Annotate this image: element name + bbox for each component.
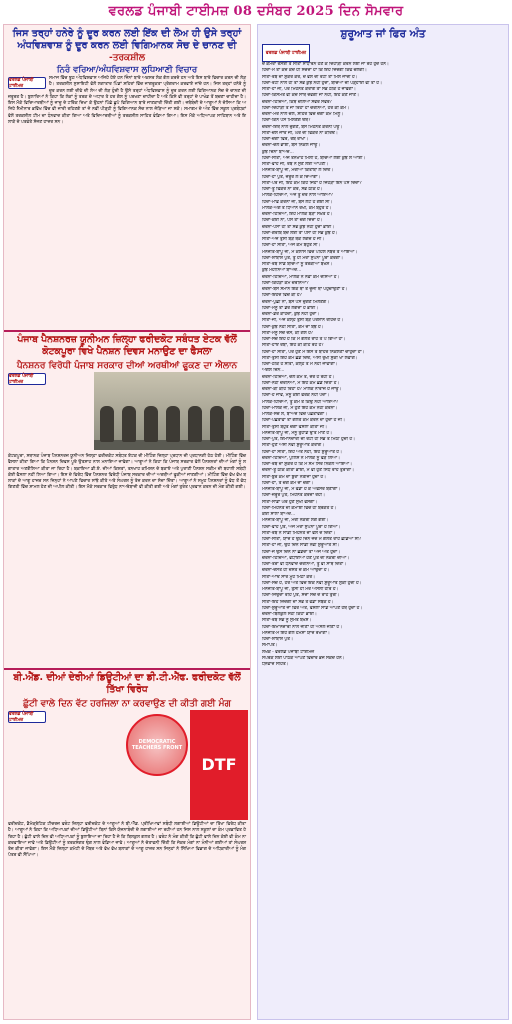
dialogue-line: ਹਿੰਦਾ-ਮੈਨੂੰ ਤਾਂ ਡਰ ਲੱਗਦਾ ਹੈ ਭਾਈ। — [262, 305, 319, 311]
right-column — [257, 24, 509, 1020]
dialogue-line: ਹਿੰਦਾ-ਜ਼ਰੂਰ ਪੁੱਤ, ਮਿਹਨਤ ਕਰਦਾ ਰਹੀਂ। — [262, 493, 325, 499]
dialogue-line: ਚਰਨਾ-ਪੈਸਾ ਹੀ ਤਾਂ ਸਭ ਕੁਝ ਨਹੀਂ ਹੁੰਦਾ ਭਾਈ। — [262, 224, 335, 230]
dialogue-line: ਚਰਨਾ-ਹਿੰਦਿਆ, ਪੁਲਿਸ ਨੇ ਮਾਲਕ ਨੂੰ ਫੜ ਲਿਆ। — [262, 455, 340, 461]
dialogue-line: ਕੁਝ ਮਹੀਨਿਆਂ ਬਾਅਦ... — [262, 268, 302, 274]
newspaper-logo: ਵਰਲਡ ਪੰਜਾਬੀ ਟਾਈਮਜ਼ — [8, 373, 46, 385]
dialogue-line: ਹਿੰਦਾ-ਜਿਉਂਦਾ ਰਹਿ ਪੁੱਤ, ਸਦਾ ਸੱਚ ਦੇ ਰਾਹ ਤੁਰੀਂ। — [262, 593, 340, 599]
dialogue-line: ਮਨਜੀਤ-ਬਾਪੂ ਜੀ, ਤੁਸੀਂ ਹੀ ਮੇਰੇ ਅਸਲੀ ਹੀਰੋ ਹੋ। — [262, 587, 339, 592]
dialogue-line: ਹਿੰਦਾ-ਰੱਬ ਦਾ ਸ਼ੁਕਰ ਹੈ ਕਿ ਮੈਂ ਸਮੇਂ ਸਿਰ ਨਿਕਲ ਆਇਆ। — [262, 462, 352, 467]
dialogue-line: ਚਰਨਾ-ਹਿੰਦਿਆ, ਕਿੱਥੇ ਚੱਲਿਆ ਸਵੇਰੇ ਸਵੇਰੇ? — [262, 99, 332, 105]
dialogue-line: ਸੀਤਾ-ਚੱਲੇ ਜਾਓ ਜੀ, ਘਰ ਦੀ ਫਿਕਰ ਨਾ ਕਰਿਓ। — [262, 130, 338, 136]
dialogue-line: ਹਿੰਦਾ-ਗਰੀਬ ਬੰਦੇ ਲਈ ਤਾਂ ਪੈਸਾ ਹੀ ਸਭ ਕੁਝ ਹੈ। — [262, 230, 338, 236]
dialogue-line: ਹਿੰਦਾ-ਪਛਤਾਵਾ ਤਾਂ ਗਲਤ ਕੰਮ ਕਰਨ ਦਾ ਹੁੰਦਾ ਹੈ ਜੀ। — [262, 418, 345, 424]
dialogue-line: ਸੀਤਾ-ਪਰ ਜੀ, ਇਹ ਕੰਮ ਕਿਹੋ ਜਿਹਾ ਹੈ ਜਿਹੜਾ ਇੰਨੇ ਪੈਸੇ ਦਿੰਦਾ? — [262, 180, 362, 186]
dialogue-line: ਧੰਨਵਾਦ ਸਹਿਤ। — [262, 662, 289, 667]
dialogue-line: ਸੀਤਾ-ਤੁਸੀਂ ਬਹੁਤ ਚੰਗਾ ਫੈਸਲਾ ਕੀਤਾ ਜੀ। — [262, 424, 327, 430]
article-dtf — [4, 668, 250, 1020]
dialogue-line: ਸੰਪਰਕ ਲਈ ਪਾਠਕ ਆਪਣੇ ਵਿਚਾਰ ਭੇਜ ਸਕਦੇ ਹਨ। — [262, 655, 345, 661]
newspaper-logo: ਵਰਲਡ ਪੰਜਾਬੀ ਟਾਈਮਜ਼ — [262, 44, 310, 62]
dialogue-line: ਕਈ ਸਾਲਾਂ ਬਾਅਦ... — [262, 512, 296, 517]
dialogue-line: ਹਿੰਦਾ-ਚੰਗਾ ਫਿਰ, ਰੱਬ ਰਾਖਾ। — [262, 137, 309, 142]
dialogue-line: ਮਨਜੀਤ-ਮੈਂ ਇਹ ਗੱਲ ਹਮੇਸ਼ਾ ਯਾਦ ਰੱਖਾਂਗਾ। — [262, 630, 330, 636]
story-dialogue — [258, 62, 508, 668]
dialogue-line: ਹਿੰਦਾ-ਮੈਂ ਤਾਂ ਕਦੇ ਕਦੇ ਹੀ ਸੋਚਦਾ ਹਾਂ ਕਿ ਇਹ ਜ਼ਿੰਦਗੀ ਕਿਵੇਂ ਚੱਲੇਗੀ। — [262, 68, 367, 74]
dialogue-line: ਸੀਤਾ-ਹਾਂ ਜੀ, ਉਹ ਦਿਨ ਸਾਡੀ ਨਵੀਂ ਸ਼ੁਰੂਆਤ ਸੀ। — [262, 543, 340, 549]
dialogue-line: ਮਾਲਕ-ਸੋਚ ਲੈ, ਬਾਅਦ ਵਿੱਚ ਪਛਤਾਵੇਂਗਾ। — [262, 412, 328, 417]
article-body: ਸਮਾਜ ਵਿੱਚ ਝੂਠ ਅੰਧਵਿਸ਼ਵਾਸ ਅਜਿਹੇ ਹੋਏ ਹਨ ਜਿੰਨਾਂ ਬਾਰੇ ਅਕਸਰ ਲੋਕ ਗੱਲ ਕਰਦੇ ਹਨ ਅਤੇ ਇਸ ਬਾਰੇ ਵਿਚਾਰ ਕਰਨ ਦੀ ਲੋੜ ਹੈ। ਤਰਕਸ਼ੀਲ ਸੁਸਾਇਟੀ ਵੱਲੋਂ ਲਗਾਤਾਰ ਪਿੰਡਾਂ ਸ਼ਹਿਰਾਂ ਵਿੱਚ ਜਾਗਰੂਕਤਾ ਪ੍ਰੋਗਰਾਮ ਕਰਵਾਏ ਜਾਂਦੇ ਹਨ। ਜਿਸ ਤਰ੍ਹਾਂ ਹਨੇਰੇ ਨੂੰ ਦੂਰ ਕਰਨ ਲਈ ਦੀਵੇ ਦੀ ਲੋਅ ਦੀ ਲੋੜ ਹੁੰਦੀ ਹੈ ਉਸੇ ਤਰ੍ਹਾਂ ਅੰਧਵਿਸ਼ਵਾਸ ਨੂੰ ਦੂਰ ਕਰਨ ਲਈ ਵਿਗਿਆਨਕ ਸੋਚ ਦੇ ਚਾਨਣ ਦੀ ਜ਼ਰੂਰਤ ਹੈ। ਬੁਲਾਰਿਆਂ ਨੇ ਕਿਹਾ ਕਿ ਲੋਕਾਂ ਨੂੰ ਤਰਕ ਦੇ ਅਧਾਰ ਤੇ ਹਰ ਗੱਲ ਨੂੰ ਪਰਖਣਾ ਚਾਹੀਦਾ ਹੈ ਅਤੇ ਕਿਸੇ ਵੀ ਤਰ੍ਹਾਂ ਦੇ ਪਾਖੰਡ ਤੋਂ ਬਚਣਾ ਚਾਹੀਦਾ ਹੈ। ਇਸ ਮੌਕੇ ਵਿਦਿਆਰਥੀਆਂ ਨੂੰ ਜਾਦੂ ਦੇ ਟਰਿੱਕ ਦਿਖਾ ਕੇ ਉਹਨਾਂ ਪਿੱਛੇ ਛੁਪੇ ਵਿਗਿਆਨ ਬਾਰੇ ਜਾਣਕਾਰੀ ਦਿੱਤੀ ਗਈ। ਜਥੇਬੰਦੀ ਦੇ ਆਗੂਆਂ ਨੇ ਦੱਸਿਆ ਕਿ ਅਜਿਹੇ ਸੈਮੀਨਾਰ ਭਵਿੱਖ ਵਿੱਚ ਵੀ ਜਾਰੀ ਰਹਿਣਗੇ ਤਾਂ ਜੋ ਨਵੀਂ ਪੀੜ੍ਹੀ ਨੂੰ ਵਿਗਿਆਨਕ ਸੋਚ ਨਾਲ ਜੋੜਿਆ ਜਾ ਸਕੇ। ਸਮਾਗਮ ਦੇ ਅੰਤ ਵਿੱਚ ਸਕੂਲ ਪ੍ਰਬੰਧਕਾਂ ਵੱਲੋਂ ਤਰਕਸ਼ੀਲ ਟੀਮ ਦਾ ਧੰਨਵਾਦ ਕੀਤਾ ਗਿਆ ਅਤੇ ਵਿਦਿਆਰਥੀਆਂ ਨੂੰ ਤਰਕਸ਼ੀਲ ਸਾਹਿਤ ਵੰਡਿਆ ਗਿਆ। ਇਸ ਮੌਕੇ ਅਧਿਆਪਕ ਸਾਹਿਬਾਨ ਅਤੇ ਇਲਾਕੇ ਦੇ ਪਤਵੰਤੇ ਸੱਜਣ ਹਾਜ਼ਰ ਸਨ। — [8, 76, 246, 126]
dialogue-line: ਹਿੰਦਾ-ਠੀਕ ਹੈ ਸੀਤਾ, ਕੱਲ੍ਹ ਤੋਂ ਮੈਂ ਨਹੀਂ ਜਾਵਾਂਗਾ। — [262, 362, 338, 367]
dialogue-line: ਹਿੰਦਾ-ਤੂੰ ਫਿਕਰ ਨਾ ਕਰ, ਸਭ ਠੀਕ ਹੈ। — [262, 187, 323, 192]
dialogue-line: ਹਿੰਦਾ-ਮਿਹਨਤ ਦੀ ਕਮਾਈ ਵਿੱਚ ਹੀ ਬਰਕਤ ਹੈ। — [262, 505, 337, 511]
newspaper-logo: ਵਰਲਡ ਪੰਜਾਬੀ ਟਾਈਮਜ਼ — [8, 711, 46, 723]
dialogue-line: ਮਾਲਕ-ਹਿੰਦਿਆ, ਅੱਜ ਤੂੰ ਦੇਰ ਨਾਲ ਆਇਆਂ? — [262, 193, 334, 199]
dialogue-line: ਸੀਤਾ-ਵਾਹ ਜੀ, ਰੱਬ ਨੇ ਸੁਣ ਲਈ ਆਪਣੀ। — [262, 162, 329, 167]
dialogue-line: ਹਿੰਦਾ-ਹਾਂ ਸੀਤਾ, ਪਰ ਹੁਣ ਮੈਂ ਇਸ ਤੋਂ ਬਾਹਰ ਨਿਕਲਣਾ ਚਾਹੁੰਦਾ ਹਾਂ। — [262, 349, 365, 355]
dialogue-line: ਹਿੰਦਾ-ਸ਼ੁਰੂਆਤ ਜਾਂ ਫਿਰ ਅੰਤ, ਫੈਸਲਾ ਸਾਡੇ ਆਪਣੇ ਹੱਥ ਹੁੰਦਾ ਹੈ। — [262, 605, 363, 611]
dialogue-line: ਸੀਤਾ-ਹੁਣ ਅਸੀਂ ਨਵੀਂ ਸ਼ੁਰੂਆਤ ਕਰਾਂਗੇ। — [262, 443, 325, 449]
article-headline: ਬੀ.ਐੱਡ. ਦੀਆਂ ਦੇਰੀਆਂ ਡਿਊਟੀਆਂ ਦਾ ਡੀ.ਟੀ.ਐੱਫ. ਫਰੀਦਕੋਟ ਵੱਲੋਂ ਤਿੱਖਾ ਵਿਰੋਧ — [13, 672, 241, 695]
dialogue-line: ਸੀਤਾ-ਰੱਬ ਸਾਡੇ ਬੱਚਿਆਂ ਨੂੰ ਤਰੱਕੀਆਂ ਬਖਸ਼ੇ। — [262, 262, 333, 267]
dialogue-line: ਹਿੰਦਾ-ਸੱਚ ਹੈ, ਹਰ ਅੰਤ ਵਿੱਚ ਇੱਕ ਨਵੀਂ ਸ਼ੁਰੂਆਤ ਲੁਕੀ ਹੁੰਦੀ ਹੈ। — [262, 580, 362, 586]
article-pensioners — [4, 330, 250, 665]
emblem-text: DEMOCRATIC TEACHERS FRONT — [131, 739, 183, 751]
dialogue-line: ਚਰਨਾ-ਬਿਲਕੁਲ ਸਹੀ ਕਿਹਾ ਭਾਈ। — [262, 612, 317, 617]
dialogue-line: ਚਰਨਾ-ਤੂੰ ਠੀਕ ਕੀਤਾ ਭਾਈ, ਮੈਂ ਵੀ ਹੁਣ ਸਿੱਧੇ ਰਾਹ ਤੁਰਾਂਗਾ। — [262, 468, 354, 474]
dtf-logo — [190, 710, 248, 820]
dialogue-line: ਹਿੰਦਾ-ਹਾਂ ਸੀਤਾ, ਇਹ ਅੰਤ ਨਹੀਂ, ਇਹ ਸ਼ੁਰੂਆਤ ਹੈ। — [262, 449, 342, 455]
dialogue-line: ਸੀਤਾ-ਅੱਜ ਤੁਸੀਂ ਬੜੇ ਥੱਕੇ ਲੱਗਦੇ ਹੋ ਜੀ। — [262, 237, 325, 242]
teachers-front-emblem — [126, 714, 188, 776]
dialogue-line: ਚਰਨਾ-ਹਿੰਦਿਆ, ਇਹ ਮਾਲਕ ਬੜਾ ਸਖ਼ਤ ਹੈ। — [262, 212, 333, 217]
dialogue-line: ਮਾਲਕ-ਹਿੰਦਿਆ, ਤੂੰ ਕੰਮ ਤੇ ਕਿਉਂ ਨਹੀਂ ਆਇਆ? — [262, 399, 339, 405]
story-headline: ਸ਼ੁਰੂਆਤ ਜਾਂ ਫਿਰ ਅੰਤ — [340, 28, 426, 40]
dialogue-line: ਹਿੰਦਾ-ਕਿਸਮਤ ਵੀ ਕਦੇ ਸਾਥ ਦੇਵੇਗੀ ਜਾਂ ਨਹੀਂ, ਇਹ ਕੌਣ ਜਾਣੇ। — [262, 93, 359, 99]
dialogue-line: ਹਿੰਦਾ-ਇਮਾਨਦਾਰੀ ਨਾਲ ਜੀਣਾ ਹੀ ਅਸਲ ਜੀਣਾ ਹੈ। — [262, 624, 343, 630]
dialogue-line: ਸੀਤਾ-ਹਾਂ ਜੀ, ਪਰ ਮਿਹਨਤ ਕਰਾਂਗੇ ਤਾਂ ਸਭ ਠੀਕ ਹੋ ਜਾਵੇਗਾ। — [262, 87, 356, 92]
article-subhead: ਪੈਨਸ਼ਨਰ ਵਿਰੋਧੀ ਪੰਜਾਬ ਸਰਕਾਰ ਦੀਆਂ ਅਰਥੀਆਂ ਫੂਕਣ ਦਾ ਐਲਾਨ — [16, 361, 238, 371]
dialogue-line: ਹਿੰਦਾ-ਰੋਟੀ ਨਾਲ ਹੀ ਤਾਂ ਸਭ ਕੁਝ ਨਹੀਂ ਹੁੰਦਾ, ਬੱਚਿਆਂ ਦੀ ਪੜ੍ਹਾਈ ਵੀ ਤਾਂ ਹੈ। — [262, 80, 382, 86]
article-body: ਕੋਟਕਪੂਰਾ, ਸਥਾਨਕ ਪੰਜਾਬ ਪੈਨਸ਼ਨਰਜ਼ ਯੂਨੀਅਨ ਜ਼ਿਲ੍ਹਾ ਫਰੀਦਕੋਟ ਸਬੰਧਤ ਏਟਕ ਦੀ ਮੀਟਿੰਗ ਜ਼ਿਲ੍ਹਾ ਪ੍ਰਧਾਨ ਦੀ ਪ੍ਰਧਾਨਗੀ ਹੇਠ ਹੋਈ। ਮੀਟਿੰਗ ਵਿੱਚ ਫੈਸਲਾ ਕੀਤਾ ਗਿਆ ਕਿ ਪੈਨਸ਼ਨ ਦਿਵਸ ਪੂਰੇ ਉਤਸ਼ਾਹ ਨਾਲ ਮਨਾਇਆ ਜਾਵੇਗਾ। ਆਗੂਆਂ ਨੇ ਕਿਹਾ ਕਿ ਪੰਜਾਬ ਸਰਕਾਰ ਵੱਲੋਂ ਪੈਨਸ਼ਨਰਾਂ ਦੀਆਂ ਮੰਗਾਂ ਨੂੰ ਲਗਾਤਾਰ ਅਣਗੌਲਿਆ ਕੀਤਾ ਜਾ ਰਿਹਾ ਹੈ। ਬਕਾਇਆ ਡੀ.ਏ. ਦੀਆਂ ਕਿਸ਼ਤਾਂ, ਤਨਖਾਹ ਕਮਿਸ਼ਨ ਦੇ ਬਕਾਏ ਅਤੇ ਪੁਰਾਣੀ ਪੈਨਸ਼ਨ ਸਕੀਮ ਦੀ ਬਹਾਲੀ ਸਬੰਧੀ ਕੋਈ ਫੈਸਲਾ ਨਹੀਂ ਲਿਆ ਗਿਆ। ਇਸ ਦੇ ਵਿਰੋਧ ਵਿੱਚ ਪੈਨਸ਼ਨਰ ਵਿਰੋਧੀ ਪੰਜਾਬ ਸਰਕਾਰ ਦੀਆਂ ਅਰਥੀਆਂ ਫੂਕੀਆਂ ਜਾਣਗੀਆਂ। ਮੀਟਿੰਗ ਵਿੱਚ ਵੱਖ ਵੱਖ ਬਲਾਕਾਂ ਦੇ ਆਗੂ ਹਾਜ਼ਰ ਸਨ ਜਿਨ੍ਹਾਂ ਨੇ ਆਪਣੇ ਵਿਚਾਰ ਸਾਂਝੇ ਕੀਤੇ ਅਤੇ ਸੰਘਰਸ਼ ਨੂੰ ਤੇਜ਼ ਕਰਨ ਦਾ ਸੱਦਾ ਦਿੱਤਾ। ਆਗੂਆਂ ਨੇ ਸਮੂਹ ਪੈਨਸ਼ਨਰਾਂ ਨੂੰ ਵੱਧ ਤੋਂ ਵੱਧ ਗਿਣਤੀ ਵਿੱਚ ਸ਼ਾਮਲ ਹੋਣ ਦੀ ਅਪੀਲ ਕੀਤੀ। ਇਸ ਮੌਕੇ ਸਰਕਾਰ ਵਿਰੁੱਧ ਨਾਅਰੇਬਾਜ਼ੀ ਵੀ ਕੀਤੀ ਗਈ ਅਤੇ ਮੰਗਾਂ ਤੁਰੰਤ ਪ੍ਰਵਾਨ ਕਰਨ ਦੀ ਮੰਗ ਕੀਤੀ ਗਈ। — [8, 454, 246, 491]
dialogue-line: ਹਿੰਦਾ-ਤੇਰਾ ਵੀ ਧੰਨਵਾਦ ਚਰਨਿਆ, ਤੂੰ ਵੀ ਸਾਥ ਦਿੱਤਾ। — [262, 562, 347, 567]
dialogue-line: ਲੇਖਕ - ਵਰਲਡ ਪੰਜਾਬੀ ਟਾਈਮਜ਼ — [262, 649, 315, 655]
dialogue-line: ਹਿੰਦਾ-ਸੀਤਾ, ਯਾਦ ਹੈ ਉਹ ਦਿਨ ਜਦੋਂ ਮੈਂ ਗਲਤ ਰਾਹ ਛੱਡਿਆ ਸੀ? — [262, 537, 362, 542]
dialogue-line: ਚਰਨਾ-ਦੋਸਤ ਹੀ ਦੋਸਤ ਦੇ ਕੰਮ ਆਉਂਦਾ ਹੈ। — [262, 568, 330, 574]
article-body: ਫਰੀਦਕੋਟ, ਡੈਮੋਕ੍ਰੇਟਿਕ ਟੀਚਰਜ਼ ਫਰੰਟ ਜ਼ਿਲ੍ਹਾ ਫਰੀਦਕੋਟ ਦੇ ਆਗੂਆਂ ਨੇ ਬੀ.ਐੱਡ. ਪ੍ਰੀਖਿਆਵਾਂ ਸਬੰਧੀ ਲਗਾਈਆਂ ਡਿਊਟੀਆਂ ਦਾ ਤਿੱਖਾ ਵਿਰੋਧ ਕੀਤਾ ਹੈ। ਆਗੂਆਂ ਨੇ ਕਿਹਾ ਕਿ ਅਧਿਆਪਕਾਂ ਦੀਆਂ ਡਿਊਟੀਆਂ ਬਿਨਾਂ ਕਿਸੇ ਯੋਜਨਾਬੰਦੀ ਦੇ ਲਗਾਈਆਂ ਜਾ ਰਹੀਆਂ ਹਨ ਜਿਸ ਨਾਲ ਸਕੂਲਾਂ ਦਾ ਕੰਮ ਪ੍ਰਭਾਵਿਤ ਹੋ ਰਿਹਾ ਹੈ। ਛੁੱਟੀ ਵਾਲੇ ਦਿਨ ਵੀ ਅਧਿਆਪਕਾਂ ਨੂੰ ਬੁਲਾਇਆ ਜਾ ਰਿਹਾ ਹੈ ਜੋ ਕਿ ਬਿਲਕੁਲ ਗਲਤ ਹੈ। ਫਰੰਟ ਨੇ ਮੰਗ ਕੀਤੀ ਕਿ ਛੁੱਟੀ ਵਾਲੇ ਦਿਨ ਕੋਈ ਵੀ ਕੰਮ ਨਾ ਕਰਵਾਇਆ ਜਾਵੇ ਅਤੇ ਡਿਊਟੀਆਂ ਨੂੰ ਤਰਕਸੰਗਤ ਢੰਗ ਨਾਲ ਵੰਡਿਆ ਜਾਵੇ। ਆਗੂਆਂ ਨੇ ਚੇਤਾਵਨੀ ਦਿੱਤੀ ਕਿ ਜੇਕਰ ਮੰਗਾਂ ਨਾ ਮੰਨੀਆਂ ਗਈਆਂ ਤਾਂ ਸੰਘਰਸ਼ ਤੇਜ਼ ਕੀਤਾ ਜਾਵੇਗਾ। ਇਸ ਮੌਕੇ ਜ਼ਿਲ੍ਹਾ ਕਮੇਟੀ ਦੇ ਮੈਂਬਰ ਅਤੇ ਵੱਖ ਵੱਖ ਬਲਾਕਾਂ ਦੇ ਆਗੂ ਹਾਜ਼ਰ ਸਨ ਜਿਨ੍ਹਾਂ ਨੇ ਸਿੱਖਿਆ ਵਿਭਾਗ ਦੇ ਅਧਿਕਾਰੀਆਂ ਨੂੰ ਮੰਗ ਪੱਤਰ ਵੀ ਸੌਂਪਿਆ। — [8, 822, 246, 859]
dialogue-line: ਮਨਜੀਤ-ਬਾਪੂ ਜੀ, ਮੈਂ ਕਲਾਸ ਵਿੱਚੋਂ ਪਹਿਲੇ ਨੰਬਰ ਤੇ ਆਇਆ। — [262, 249, 358, 255]
dialogue-line: ਮਨਜੀਤ-ਬਾਪੂ ਜੀ, ਮੈਨੂੰ ਤੁਹਾਡੇ ਉੱਤੇ ਮਾਣ ਹੈ। — [262, 430, 332, 436]
dialogue-line: ਚਰਨਾ-ਮੇਰੇ ਨਾਲ ਚੱਲ, ਸ਼ਹਿਰ ਵਿੱਚ ਚੰਗਾ ਕੰਮ ਮਿਲੂ। — [262, 112, 344, 117]
dialogue-line: ਹਿੰਦਾ-ਇਹਦੇ ਵਿੱਚ ਕੀ ਹੈ? — [262, 293, 302, 299]
dialogue-line: ਸੀਤਾ-ਮੈਨੂੰ ਸੱਚ ਦੱਸੋ, ਕੀ ਗੱਲ ਹੈ? — [262, 330, 314, 336]
left-column — [3, 24, 251, 1020]
dialogue-line: ਸੀਤਾ-ਸਾਡਾ ਘਰ ਹੁਣ ਸੁਖੀ ਵੱਸੇਗਾ। — [262, 499, 318, 505]
dialogue-line: ਹਿੰਦਾ-ਦਿਹਾੜੀ ਤੇ ਜਾ ਰਿਹਾ ਹਾਂ ਚਰਨਿਆ, ਹੋਰ ਕੀ ਕੰਮ। — [262, 105, 350, 111]
dialogue-line: ਸੀਤਾ-ਬੁਰੇ ਕੰਮ ਦਾ ਬੁਰਾ ਨਤੀਜਾ ਹੁੰਦਾ ਹੈ। — [262, 474, 327, 480]
article-headline: ਜਿਸ ਤਰ੍ਹਾਂ ਹਨੇਰੇ ਨੂੰ ਦੂਰ ਕਰਨ ਲਈ ਇੱਕ ਦੀ ਲੋਅ ਹੀ ਉਸੇ ਤਰ੍ਹਾਂ ਅੰਧਵਿਸ਼ਵਾਸ਼ ਨੂੰ ਦੂਰ ਕਰਨ ਲਈ ਵਿਗਿਆਨਕ ਸੋਚ ਦੇ ਚਾਨਣ ਦੀ — [12, 28, 242, 51]
dialogue-line: ਸੀਤਾ-ਰੱਬ ਦਾ ਸ਼ੁਕਰ ਕਰ, ਦੋ ਵੇਲੇ ਦੀ ਰੋਟੀ ਤਾਂ ਮਿਲ ਜਾਂਦੀ ਹੈ। — [262, 74, 358, 80]
article-byline: ਨਿਰੰ ਵਰਿਆ/ਅੰਧਵਿਸ਼ਵਾਸ ਲੁਧਿਆਣੀ ਵਿਚਾਰ — [56, 65, 198, 75]
dialogue-line: ਹਿੰਦਾ-ਜੇ ਉਸ ਦਿਨ ਨਾ ਛੱਡਦਾ ਤਾਂ ਅੱਜ ਅੰਤ ਹੁੰਦਾ। — [262, 549, 341, 555]
article-subhead: -ਤਰਕਸ਼ੀਲ — [108, 53, 145, 63]
article-subhead: ਛੁੱਟੀ ਵਾਲੇ ਦਿਨ ਵੱਟ ਹਰਜਿਲਾ ਨਾ ਕਰਵਾਉਣ ਦੀ ਕੀਤੀ ਗਈ ਮੰਗ — [23, 699, 231, 709]
dialogue-line: ਹਿੰਦਾ-ਕੋਈ ਨਾ, ਪੈਸੇ ਤਾਂ ਚੰਗੇ ਦਿੰਦਾ ਹੈ। — [262, 218, 323, 224]
dialogue-line: ਚਰਨਾ-ਕੀ ਕਹਿ ਰਿਹਾ ਹੈਂ? ਮਾਲਕ ਨਾਰਾਜ਼ ਹੋ ਜਾਊ। — [262, 387, 342, 392]
dtf-text: DTF — [201, 755, 237, 774]
dialogue-line: ਹਿੰਦਾ-ਕੁਝ ਨਹੀਂ ਸੀਤਾ, ਕੰਮ ਦਾ ਬੋਝ ਹੈ। — [262, 324, 324, 330]
dialogue-line: ਚਰਨਾ-ਇਥੋਂ ਨਾਲੋਂ ਦੁੱਗਣੇ, ਬੱਸ ਮਿਹਨਤ ਕਰਨੀ ਪਊ। — [262, 124, 343, 130]
dialogue-line: ਸੀਤਾ-ਜੀ, ਅੱਜ ਕੱਲ੍ਹ ਤੁਸੀਂ ਬੜੇ ਪਰੇਸ਼ਾਨ ਰਹਿੰਦੇ ਹੋ। — [262, 318, 344, 324]
dialogue-line: ਸੀਤਾ-ਰੱਬ ਸਭ ਨੂੰ ਸੁਮੱਤ ਬਖਸ਼ੇ। — [262, 618, 312, 624]
dialogue-line: ਚਰਨਾ-ਪੁੱਛੀਂ ਨਾ, ਬੱਸ ਪੈਸੇ ਦੁੱਗਣੇ ਮਿਲਣਗੇ। — [262, 299, 330, 305]
pensioners-meeting-photo — [94, 372, 250, 450]
masthead — [0, 0, 512, 22]
dialogue-line: ਚਰਨਾ-ਬੱਸ ਸਮਾਨ ਇੱਕ ਥਾਂ ਤੋਂ ਦੂਜੀ ਥਾਂ ਪਹੁੰਚਾਉਣਾ ਹੈ। — [262, 287, 348, 292]
dialogue-line: ਹਿੰਦਾ-ਪੁੱਤ, ਇਮਾਨਦਾਰੀ ਦੀ ਰੋਟੀ ਹੀ ਸਭ ਤੋਂ ਮਿੱਠੀ ਹੁੰਦੀ ਹੈ। — [262, 437, 355, 442]
dialogue-line: ਸੀਤਾ-ਰੱਬ ਨੇ ਸਾਡੀ ਮਿਹਨਤ ਦਾ ਫਲ ਦੇ ਦਿੱਤਾ। — [262, 530, 336, 536]
dialogue-line: ਹਿੰਦਾ-ਸੀਤਾ, ਅੱਜ ਤਨਖਾਹ ਮਿਲੀ ਹੈ, ਬੱਚਿਆਂ ਲਈ ਕੁਝ ਲੈ ਆਈਂ। — [262, 155, 366, 161]
dialogue-line: ਹਿੰਦਾ-ਸੱਚ ਇਹ ਹੈ ਕਿ ਮੈਂ ਗਲਤ ਰਾਹ ਤੇ ਪੈ ਗਿਆ ਹਾਂ। — [262, 337, 346, 342]
dialogue-line: ਮਾਲਕ-ਅੱਗੇ ਤੋਂ ਧਿਆਨ ਰੱਖੀਂ, ਕੰਮ ਬਹੁਤ ਹੈ। — [262, 205, 332, 211]
dialogue-line: ਚਰਨਾ-ਹਿੰਦਿਆ, ਮਾਲਕ ਨੇ ਨਵਾਂ ਕੰਮ ਦੱਸਿਆ ਹੈ। — [262, 274, 340, 280]
dialogue-line: ਮਨਜੀਤ-ਬਾਪੂ ਜੀ, ਮੈਂ ਵੱਡਾ ਹੋ ਕੇ ਅਫਸਰ ਬਣਾਂਗਾ। — [262, 487, 341, 492]
dialogue-line: ਕੁਝ ਦਿਨਾਂ ਬਾਅਦ... — [262, 149, 294, 155]
dialogue-line: ਮਨਜੀਤ-ਬਾਪੂ ਜੀ, ਮੇਰੀ ਨੌਕਰੀ ਲੱਗ ਗਈ। — [262, 518, 329, 524]
dialogue-line: ਚਰਨਾ-ਹਿੰਦਿਆ, ਚੱਲ ਕੰਮ ਤੇ, ਦੇਰ ਹੋ ਰਹੀ ਹੈ। — [262, 374, 335, 380]
dialogue-line: ਹਿੰਦਾ-ਮਾਲਕ ਜੀ, ਮੈਂ ਹੁਣ ਇਹ ਕੰਮ ਨਹੀਂ ਕਰਨਾ। — [262, 405, 338, 411]
dialogue-line: ਹਿੰਦਾ-ਹਾਂ, ਤੇ ਚੰਗੇ ਕੰਮ ਦਾ ਚੰਗਾ। — [262, 480, 314, 486]
dialogue-line: ਹਿੰਦਾ-ਕਿੰਨੇ ਪੈਸੇ ਮਿਲਣਗੇ ਓਥੇ? — [262, 118, 311, 124]
article-headline: ਪੰਜਾਬ ਪੈਨਸ਼ਨਰਜ਼ ਯੂਨੀਅਨ ਜ਼ਿਲ੍ਹਾ ਫਰੀਦਕੋਟ ਸਬੰਧਤ ਏਟਕ ਵੱਲੋਂ ਕੋਟਕਪੂਰਾ ਵਿਖੇ ਪੈਨਸ਼ਨ ਦਿਵਸ ਮਨਾਉਣ ਦਾ ਫੈਸਲਾ — [17, 334, 237, 357]
dialogue-line: ਸੀਤਾ-ਆਓ ਸਾਰੇ ਮੂੰਹ ਮਿੱਠਾ ਕਰੋ। — [262, 574, 316, 580]
dialogue-line: ਹਿੰਦਾ-ਵਾਹ ਪੁੱਤ, ਅੱਜ ਮੇਰਾ ਸੁਪਨਾ ਪੂਰਾ ਹੋ ਗਿਆ। — [262, 524, 341, 530]
dialogue-line: ਚਰਨਾ-ਹਿੰਦਿਆ, ਵਧਾਈਆਂ ਹੋਣ ਪੁੱਤ ਦੀ ਨੌਕਰੀ ਦੀਆਂ। — [262, 555, 350, 561]
dialogue-line: ਹਿੰਦਾ-ਹਾਂ ਸੀਤਾ, ਅੱਜ ਕੰਮ ਬਹੁਤ ਸੀ। — [262, 243, 321, 249]
dialogue-line: ਚਰਨਾ-ਡਰ ਕਾਹਦਾ, ਕੁਝ ਨਹੀਂ ਹੁੰਦਾ। — [262, 312, 320, 317]
dialogue-line: ਸੀਤਾ-ਤੁਸੀਂ ਇਹ ਕੰਮ ਛੱਡ ਦਿਓ, ਅਸੀਂ ਰੁੱਖੀ ਸੁੱਕੀ ਖਾ ਲਵਾਂਗੇ। — [262, 355, 358, 361]
newspaper-logo: ਵਰਲਡ ਪੰਜਾਬੀ ਟਾਈਮਜ਼ — [8, 77, 46, 89]
dialogue-line: ਹਿੰਦਾ-ਮਾਫ਼ ਕਰਨਾ ਜੀ, ਬੱਸ ਲੇਟ ਹੋ ਗਈ ਸੀ। — [262, 199, 333, 205]
dialogue-line: ਅਗਲੇ ਦਿਨ... — [262, 368, 285, 374]
dialogue-line: ਹਿੰਦਾ-ਸ਼ਾਬਾਸ਼ ਪੁੱਤ, ਤੂੰ ਹੀ ਮੇਰਾ ਸੁਪਨਾ ਪੂਰਾ ਕਰੇਂਗਾ। — [262, 255, 344, 261]
dialogue-line: ਸੀਤਾ-ਹਾਏ ਰੱਬਾ, ਇਹ ਕੀ ਕਹਿ ਰਹੇ ਹੋ? — [262, 343, 324, 349]
masthead-title: ਵਰਲਡ ਪੰਜਾਬੀ ਟਾਈਮਜ਼ 08 ਦਸੰਬਰ 2025 ਦਿਨ ਸੋਮਵਾਰ — [108, 3, 404, 19]
dialogue-line: ਹਿੰਦਾ-ਨਹੀਂ ਚਰਨਿਆ, ਮੈਂ ਇਹ ਕੰਮ ਛੱਡ ਦਿੱਤਾ ਹੈ। — [262, 380, 340, 386]
dialogue-line: ਹਿੰਦਾ-ਕਿਹੜਾ ਕੰਮ ਚਰਨਿਆ? — [262, 280, 309, 286]
dialogue-line: ਹਿੰਦਾ-ਹਾਂ ਪੁੱਤ, ਜ਼ਰੂਰ ਲੈ ਕੇ ਦਿਆਂਗਾ। — [262, 174, 321, 180]
article-tarksheel — [4, 25, 250, 327]
dialogue-line: ਹਿੰਦਾ-ਹੋ ਜਾਵੇ, ਮੈਨੂੰ ਕੋਈ ਫਰਕ ਨਹੀਂ ਪੈਂਦਾ। — [262, 393, 330, 399]
dialogue-line: ਸਮਾਪਤ। — [262, 643, 278, 649]
dialogue-line: ਚਰਨਾ-ਚੱਲ ਭਾਈ, ਬੱਸ ਨਿਕਲ ਜਾਊ। — [262, 143, 321, 149]
dialogue-line: ਹਿੰਦਾ-ਸ਼ਾਬਾਸ਼ ਪੁੱਤ। — [262, 637, 293, 642]
dialogue-line: ਮਨਜੀਤ-ਬਾਪੂ ਜੀ, ਮੇਰੀਆਂ ਕਿਤਾਬਾਂ ਲੈ ਦਿਓ। — [262, 168, 334, 174]
dialogue-line: ਦੋ ਕਮਰਾ ਰਸੋਈ ਤੇ ਸੀਤਾ ਸਾਧਾਰਨ ਹੋਣ ਕੇ ਦਿਹਾੜੀ ਕਰਨ ਲਈ ਜਾ ਰਹੇ ਹੁੰਦੇ ਹਨ। — [262, 62, 389, 67]
dialogue-line: ਸੀਤਾ-ਇਹੋ ਜ਼ਿੰਦਗੀ ਦਾ ਸਭ ਤੋਂ ਵੱਡਾ ਸਬਕ ਹੈ। — [262, 599, 334, 605]
